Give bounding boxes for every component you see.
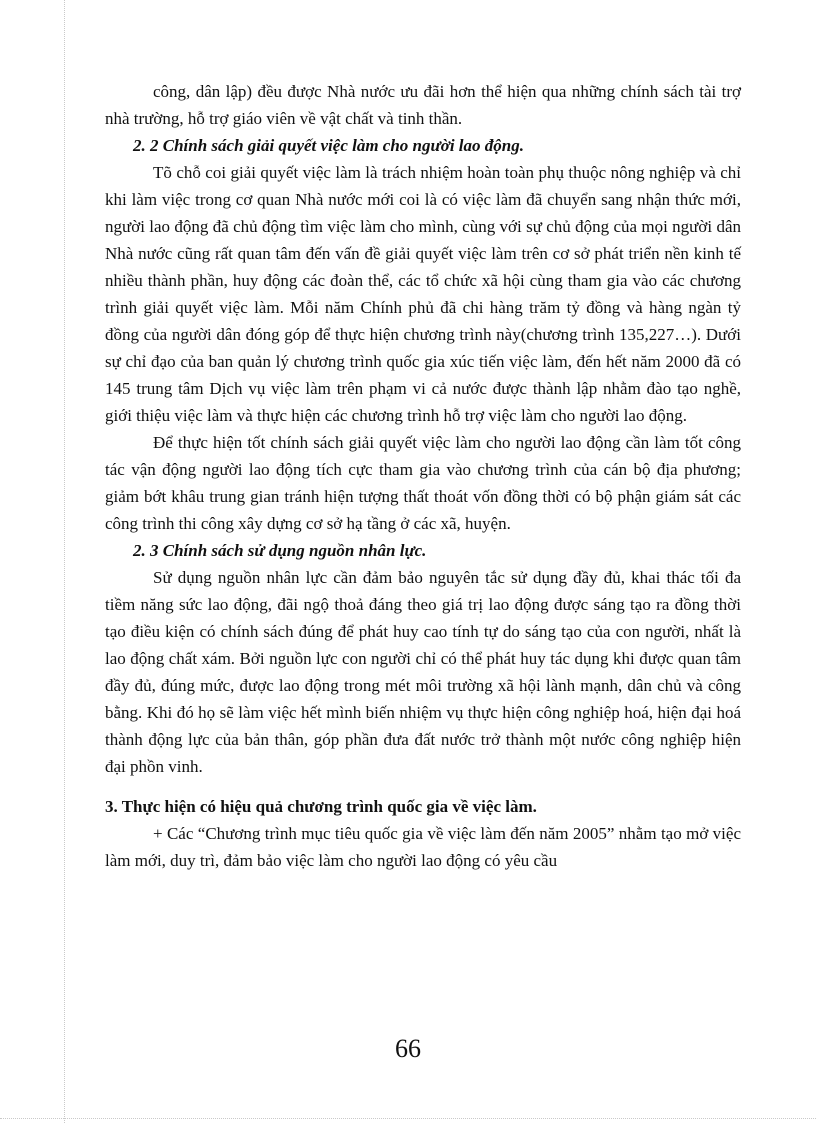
page-number: 66: [395, 1034, 421, 1063]
page-bottom-border: [0, 1118, 816, 1119]
paragraph-implementation: Để thực hiện tốt chính sách giải quyết việc làm cho người lao động cần làm tốt công tác vận động người lao động tích cực tham gia vào chương trình của cán bộ địa phương; giảm bớt khâu trung gian tránh hiện tượng thất thoát vốn đồng thời có bộ phận giám sát các công trình thi công xây dựng cơ sở hạ tầng ở các xã, huyện.: [105, 433, 741, 533]
page-body: [105, 78, 741, 874]
section-heading-3: 3. Thực hiện có hiệu quả chương trình quốc gia về việc làm.: [105, 797, 537, 816]
paragraph-human-resources: Sử dụng nguồn nhân lực cần đảm bảo nguyên tắc sử dụng đầy đủ, khai thác tối đa tiềm năng sức lao động, đãi ngộ thoả đáng theo giá trị lao động được sáng tạo ra đồng thời tạo điều kiện có chính sách đúng để phát huy cao tính tự do sáng tạo của con người, nhất là lao động chất xám. Bởi nguồn lực con người chỉ có thể phát huy tác dụng khi được quan tâm đầy đủ, đúng mức, được lao động trong mét môi trường xã hội lành mạnh, dân chủ và công bằng. Khi đó họ sẽ làm việc hết mình biến nhiệm vụ thực hiện công nghiệp hoá, hiện đại hoá thành động lực của bản thân, góp phần đưa đất nước trở thành một nước công nghiệp hiện đại phồn vinh.: [105, 568, 741, 776]
section-heading-2-2: 2. 2 Chính sách giải quyết việc làm cho người lao động.: [133, 136, 524, 155]
paragraph-national-program: + Các “Chương trình mục tiêu quốc gia về việc làm đến năm 2005” nhằm tạo mở việc làm mới, duy trì, đảm bảo việc làm cho người lao động có yêu cầu: [105, 824, 741, 870]
section-heading-2-3: 2. 3 Chính sách sử dụng nguồn nhân lực.: [133, 541, 427, 560]
page-left-border: [64, 0, 65, 1123]
paragraph-employment-policy: Tõ chỗ coi giải quyết việc làm là trách nhiệm hoàn toàn phụ thuộc nông nghiệp và chỉ khi làm việc trong cơ quan Nhà nước mới coi là có việc làm đã chuyển sang nhận thức mới, người lao động đã chủ động tìm việc làm cho mình, cùng với sự chủ động của mọi người dân Nhà nước cũng rất quan tâm đến vấn đề giải quyết việc làm trên cơ sở phát triển nền kinh tế nhiều thành phần, huy động các đoàn thể, các tổ chức xã hội cùng tham gia vào các chương trình giải quyết việc làm. Mỗi năm Chính phủ đã chi hàng trăm tỷ đồng và hàng ngàn tỷ đồng của người dân đóng góp để thực hiện chương trình này(chương trình 135,227…). Dưới sự chỉ đạo của ban quản lý chương trình quốc gia xúc tiến việc làm, đến hết năm 2000 đã có 145 trung tâm Dịch vụ việc làm trên phạm vi cả nước được thành lập nhằm đào tạo nghề, giới thiệu việc làm và thực hiện các chương trình hỗ trợ việc làm cho người lao động.: [105, 163, 741, 425]
paragraph-continuation: công, dân lập) đều được Nhà nước ưu đãi hơn thể hiện qua những chính sách tài trợ nhà trường, hỗ trợ giáo viên về vật chất và tinh thần.: [105, 82, 741, 128]
